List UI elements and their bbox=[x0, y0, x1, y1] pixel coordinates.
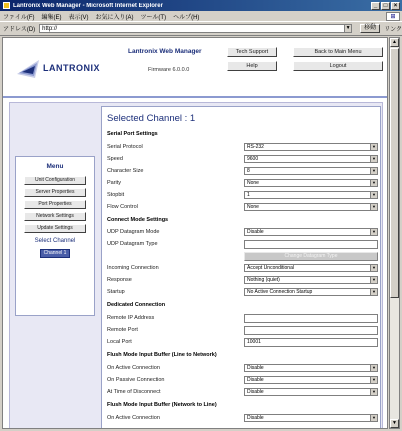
menu-help[interactable]: ヘルプ(H) bbox=[173, 14, 200, 21]
speed-value: 9600 bbox=[247, 156, 259, 162]
parity-label: Parity bbox=[107, 180, 122, 186]
flush-nl-active-connection-select[interactable] bbox=[244, 414, 378, 422]
flush-line-to-network-heading: Flush Mode Input Buffer (Line to Network) bbox=[107, 352, 217, 358]
local-port-input[interactable]: 10001 bbox=[244, 338, 378, 347]
port-properties-button[interactable]: Port Properties bbox=[24, 200, 86, 209]
lantronix-logo-mark-icon bbox=[15, 56, 43, 82]
scroll-up-arrow-icon[interactable]: ▲ bbox=[390, 38, 399, 47]
menu-file[interactable]: ファイル(F) bbox=[3, 14, 35, 21]
window-titlebar bbox=[0, 0, 402, 11]
stopbit-select[interactable] bbox=[244, 191, 378, 199]
logout-button[interactable]: Logout bbox=[293, 61, 383, 71]
flush-network-to-line-heading: Flush Mode Input Buffer (Network to Line) bbox=[107, 402, 217, 408]
chevron-down-icon: ▼ bbox=[370, 144, 377, 150]
chevron-down-icon[interactable]: ▼ bbox=[345, 25, 351, 31]
chevron-down-icon: ▼ bbox=[370, 289, 377, 295]
incoming-connection-select[interactable] bbox=[244, 264, 378, 272]
address-input[interactable] bbox=[39, 24, 352, 33]
minimize-button[interactable]: _ bbox=[371, 2, 380, 10]
select-channel-label: Select Channel bbox=[34, 238, 76, 244]
menu-favorites[interactable]: お気に入り(A) bbox=[95, 14, 134, 21]
character-size-label: Character Size bbox=[107, 168, 144, 174]
menu-view[interactable]: 表示(V) bbox=[68, 14, 89, 21]
stopbit-value: 1 bbox=[247, 192, 250, 198]
udp-datagram-mode-value: Disable bbox=[247, 229, 264, 235]
serial-protocol-value: RS-232 bbox=[247, 144, 264, 150]
vertical-scrollbar[interactable] bbox=[389, 37, 400, 429]
page-title: Selected Channel : 1 bbox=[107, 113, 196, 124]
speed-label: Speed bbox=[107, 156, 123, 162]
serial-port-settings-heading: Serial Port Settings bbox=[107, 131, 158, 137]
channel-1-button[interactable]: Channel 1 bbox=[40, 249, 70, 258]
go-button[interactable]: 移動 bbox=[360, 24, 380, 33]
chevron-down-icon: ▼ bbox=[370, 156, 377, 162]
parity-value: None bbox=[247, 180, 259, 186]
response-value: Nothing (quiet) bbox=[247, 277, 280, 283]
channel-settings-panel bbox=[101, 106, 381, 429]
logo-text: LANTRONIX bbox=[43, 63, 100, 73]
sidebar-menu bbox=[15, 156, 95, 316]
serial-protocol-select[interactable] bbox=[244, 143, 378, 151]
chevron-down-icon: ▼ bbox=[370, 377, 377, 383]
menu-edit[interactable]: 編集(E) bbox=[41, 14, 62, 21]
flush-ln-disconnect-label: At Time of Disconnect bbox=[107, 389, 161, 395]
flush-ln-passive-connection-value: Disable bbox=[247, 377, 264, 383]
speed-select[interactable] bbox=[244, 155, 378, 163]
startup-label: Startup bbox=[107, 289, 125, 295]
character-size-select[interactable] bbox=[244, 167, 378, 175]
incoming-connection-label: Incoming Connection bbox=[107, 265, 159, 271]
windows-logo-icon: ⊞ bbox=[386, 12, 400, 21]
flush-nl-active-connection-value: Disable bbox=[247, 415, 264, 421]
chevron-down-icon: ▼ bbox=[370, 389, 377, 395]
chevron-down-icon: ▼ bbox=[370, 192, 377, 198]
parity-select[interactable] bbox=[244, 179, 378, 187]
response-select[interactable] bbox=[244, 276, 378, 284]
serial-protocol-label: Serial Protocol bbox=[107, 144, 143, 150]
incoming-connection-value: Accept Unconditional bbox=[247, 265, 294, 271]
udp-datagram-type-label: UDP Datagram Type bbox=[107, 241, 158, 247]
server-properties-button[interactable]: Server Properties bbox=[24, 188, 86, 197]
dedicated-connection-heading: Dedicated Connection bbox=[107, 302, 166, 308]
menubar bbox=[0, 11, 402, 22]
connect-mode-settings-heading: Connect Mode Settings bbox=[107, 217, 169, 223]
chevron-down-icon: ▼ bbox=[370, 204, 377, 210]
page-viewport bbox=[2, 37, 388, 429]
udp-datagram-mode-label: UDP Datagram Mode bbox=[107, 229, 160, 235]
response-label: Response bbox=[107, 277, 132, 283]
flow-control-select[interactable] bbox=[244, 203, 378, 211]
flush-ln-passive-connection-label: On Passive Connection bbox=[107, 377, 165, 383]
chevron-down-icon: ▼ bbox=[370, 265, 377, 271]
chevron-down-icon: ▼ bbox=[370, 277, 377, 283]
flush-ln-disconnect-value: Disable bbox=[247, 389, 264, 395]
change-datagram-type-button[interactable]: Change Datagram Type bbox=[244, 252, 378, 261]
flush-ln-active-connection-value: Disable bbox=[247, 365, 264, 371]
remote-port-label: Remote Port bbox=[107, 327, 138, 333]
update-settings-button[interactable]: Update Settings bbox=[24, 224, 86, 233]
menu-title: Menu bbox=[46, 163, 64, 170]
character-size-value: 8 bbox=[247, 168, 250, 174]
address-value: http:// bbox=[42, 25, 58, 32]
remote-port-input[interactable] bbox=[244, 326, 378, 335]
app-title: Lantronix Web Manager bbox=[128, 48, 202, 55]
udp-datagram-mode-select[interactable] bbox=[244, 228, 378, 236]
address-label: アドレス(D) bbox=[3, 27, 36, 33]
flush-ln-passive-connection-select[interactable] bbox=[244, 376, 378, 384]
remote-ip-address-label: Remote IP Address bbox=[107, 315, 155, 321]
lantronix-logo bbox=[15, 56, 119, 86]
local-port-label: Local Port bbox=[107, 339, 132, 345]
flow-control-label: Flow Control bbox=[107, 204, 138, 210]
address-toolbar bbox=[0, 22, 402, 36]
flow-control-value: None bbox=[247, 204, 259, 210]
links-label[interactable]: リンク bbox=[384, 27, 402, 33]
window-title: Lantronix Web Manager - Microsoft Internet Explorer bbox=[13, 2, 163, 9]
help-button[interactable]: Help bbox=[227, 61, 277, 71]
tech-support-button[interactable]: Tech Support bbox=[227, 47, 277, 57]
flush-ln-active-connection-select[interactable] bbox=[244, 364, 378, 372]
firmware-version: Firmware 6.0.0.0 bbox=[148, 67, 190, 73]
maximize-button[interactable]: □ bbox=[381, 2, 390, 10]
network-settings-button[interactable]: Network Settings bbox=[24, 212, 86, 221]
udp-datagram-type-input[interactable] bbox=[244, 240, 378, 249]
chevron-down-icon: ▼ bbox=[370, 415, 377, 421]
scroll-down-arrow-icon[interactable]: ▼ bbox=[390, 419, 399, 428]
stopbit-label: Stopbit bbox=[107, 192, 125, 198]
ie-icon bbox=[3, 2, 10, 9]
scrollbar-thumb[interactable] bbox=[390, 48, 399, 298]
chevron-down-icon: ▼ bbox=[370, 168, 377, 174]
flush-nl-active-connection-label: On Active Connection bbox=[107, 415, 160, 421]
unit-configuration-button[interactable]: Unit Configuration bbox=[24, 176, 86, 185]
remote-ip-address-input[interactable] bbox=[244, 314, 378, 323]
header-divider bbox=[3, 96, 388, 98]
flush-ln-active-connection-label: On Active Connection bbox=[107, 365, 160, 371]
close-button[interactable]: × bbox=[391, 2, 400, 10]
startup-value: No Active Connection Startup bbox=[247, 289, 313, 295]
chevron-down-icon: ▼ bbox=[370, 229, 377, 235]
chevron-down-icon: ▼ bbox=[370, 365, 377, 371]
chevron-down-icon: ▼ bbox=[370, 180, 377, 186]
back-to-main-menu-button[interactable]: Back to Main Menu bbox=[293, 47, 383, 57]
startup-select[interactable] bbox=[244, 288, 378, 296]
menu-tools[interactable]: ツール(T) bbox=[140, 14, 167, 21]
flush-ln-disconnect-select[interactable] bbox=[244, 388, 378, 396]
